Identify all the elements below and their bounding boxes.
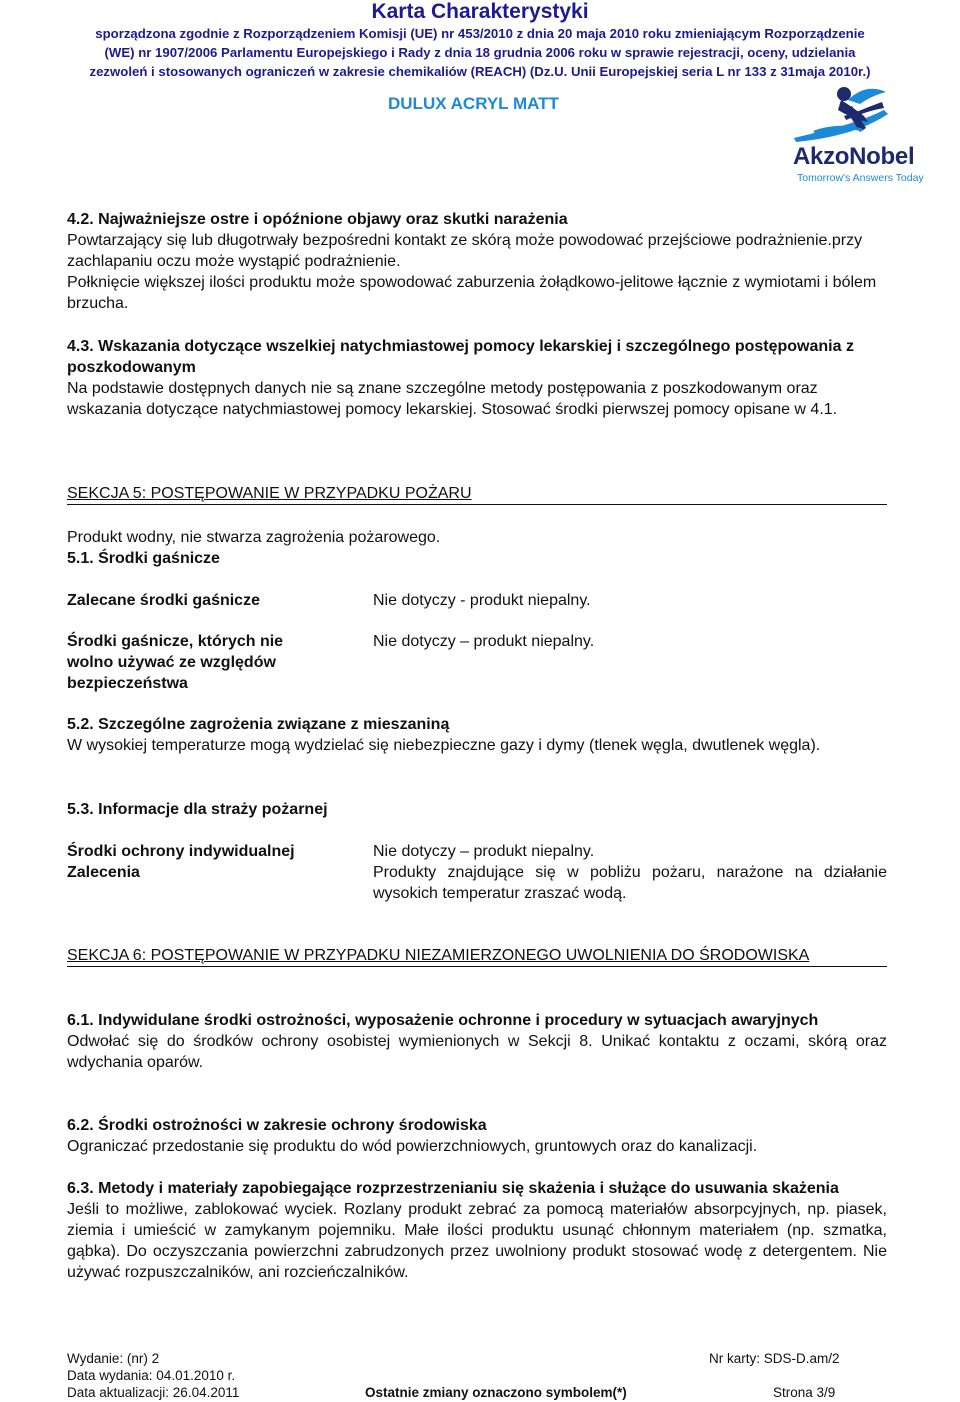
regulation-line-1: sporządzona zgodnie z Rozporządzeniem Komisji (UE) nr 453/2010 z dnia 20 maja 2010 roku zmieniającym Rozporządzenie [95, 26, 865, 41]
footer-changes-note: Ostatnie zmiany oznaczono symbolem(*) [365, 1385, 627, 1400]
document-header [0, 0, 960, 200]
recommended-media-value: Nie dotyczy - produkt niepalny. [373, 592, 591, 609]
document-footer [67, 1350, 887, 1400]
section-6-2-text: Ograniczać przedostanie się produktu do wód powierzchniowych, gruntowych oraz do kanalizacji. [67, 1138, 758, 1155]
recommendations-label: Zalecenia [67, 864, 140, 881]
section-6-2 [67, 1115, 887, 1157]
footer-update-date: Data aktualizacji: 26.04.2011 [67, 1385, 240, 1400]
footer-card-number: Nr karty: SDS-D.am/2 [709, 1351, 840, 1366]
section-5-intro [67, 527, 887, 569]
section-4-2 [67, 209, 887, 314]
section-5-2 [67, 714, 887, 756]
section-5-3-heading: 5.3. Informacje dla straży pożarnej [67, 801, 328, 818]
ppe-label: Środki ochrony indywidualnej [67, 843, 295, 860]
section-4-3-heading: 4.3. Wskazania dotyczące wszelkiej natychmiastowej pomocy lekarskiej i szczególnego postępowania z poszkodowanym [67, 338, 854, 376]
section-5-1-heading: 5.1. Środki gaśnicze [67, 550, 220, 567]
section-5-2-heading: 5.2. Szczególne zagrożenia związane z mieszaniną [67, 716, 450, 733]
product-name: DULUX ACRYL MATT [388, 94, 559, 113]
recommendations-value: Produkty znajdujące się w pobliżu pożaru, narażone na działanie wysokich temperatur zraszać wodą. [373, 864, 887, 902]
section-4-2-text-2: Połknięcie większej ilości produktu może spowodować zaburzenia żołądkowo-jelitowe łącznie z wymiotami i bólem brzucha. [67, 274, 877, 312]
footer-issue-date: Data wydania: 04.01.2010 r. [67, 1368, 236, 1383]
section-4-3 [67, 336, 887, 420]
section-6-3-heading: 6.3. Metody i materiały zapobiegające rozprzestrzenianiu się skażenia i służące do usuwania skażenia [67, 1180, 839, 1197]
recommended-media-label: Zalecane środki gaśnicze [67, 592, 260, 609]
section-4-3-text: Na podstawie dostępnych danych nie są znane szczególne metody postępowania z poszkodowanym oraz wskazania dotyczące natychmiastowej pomocy lekarskiej. Stosować środki pierwszej pomocy opisane w 4.1. [67, 380, 838, 418]
section-6-1-heading: 6.1. Indywidulane środki ostrożności, wyposażenie ochronne i procedury w sytuacjach awaryjnych [67, 1012, 819, 1029]
section-4-2-text-1: Powtarzający się lub długotrwały bezpośredni kontakt ze skórą może powodować przejściowe podrażnienie.przy zachlapaniu oczu może wystąpić podrażnienie. [67, 232, 863, 270]
regulation-line-2: (WE) nr 1907/2006 Parlamentu Europejskiego i Rady z dnia 18 grudnia 2006 roku w sprawie rejestracji, oceny, udzielania [104, 45, 856, 60]
ppe-value: Nie dotyczy – produkt niepalny. [373, 843, 595, 860]
document-title: Karta Charakterystyki [371, 0, 589, 23]
section-6-2-heading: 6.2. Środki ostrożności w zakresie ochrony środowiska [67, 1117, 487, 1134]
forbidden-media-value: Nie dotyczy – produkt niepalny. [373, 633, 595, 650]
section-6-1-text: Odwołać się do środków ochrony osobistej wymienionych w Sekcji 8. Unikać kontaktu z oczami, skórą oraz wdychania oparów. [67, 1033, 887, 1071]
section-6-1 [67, 1010, 887, 1073]
section-6-3 [67, 1178, 887, 1283]
section-5-2-text: W wysokiej temperaturze mogą wydzielać się niebezpieczne gazy i dymy (tlenek węgla, dwutlenek węgla). [67, 737, 821, 754]
section-5-3 [67, 799, 887, 820]
forbidden-media-label: Środki gaśnicze, których nie wolno używać ze względów bezpieczeństwa [67, 633, 284, 692]
logo-tagline: Tomorrow's Answers Today [797, 172, 924, 184]
section-4-2-heading: 4.2. Najważniejsze ostre i opóźnione objawy oraz skutki narażenia [67, 211, 568, 228]
regulation-line-3: zezwoleń i stosowanych ograniczeń w zakresie chemikaliów (REACH) (Dz.U. Unii Europejskiej seria L nr 133 z 31maja 2010r.) [89, 64, 871, 79]
footer-page-number: Strona 3/9 [773, 1385, 836, 1400]
section-6-title: SEKCJA 6: POSTĘPOWANIE W PRZYPADKU NIEZAMIERZONEGO UWOLNIENIA DO ŚRODOWISKA [67, 945, 887, 967]
section-5-intro-text: Produkt wodny, nie stwarza zagrożenia pożarowego. [67, 529, 441, 546]
logo-wordmark: AkzoNobel [793, 143, 915, 170]
footer-issue: Wydanie: (nr) 2 [67, 1351, 160, 1366]
section-6-3-text: Jeśli to możliwe, zablokować wyciek. Rozlany produkt zebrać za pomocą materiałów absorpcyjnych, np. piasek, ziemia i umieścić w zamykanym pojemniku. Małe ilości produktu usunąć chłonnym materiałem (np. szmatka, gąbka). Do oczyszczania powierzchni zabrudzonych przez uwolniony produkt stosować wodę z detergentem. Nie używać rozpuszczalników, ani rozcieńczalników. [67, 1201, 887, 1281]
section-5-title: SEKCJA 5: POSTĘPOWANIE W PRZYPADKU POŻARU [67, 483, 887, 505]
